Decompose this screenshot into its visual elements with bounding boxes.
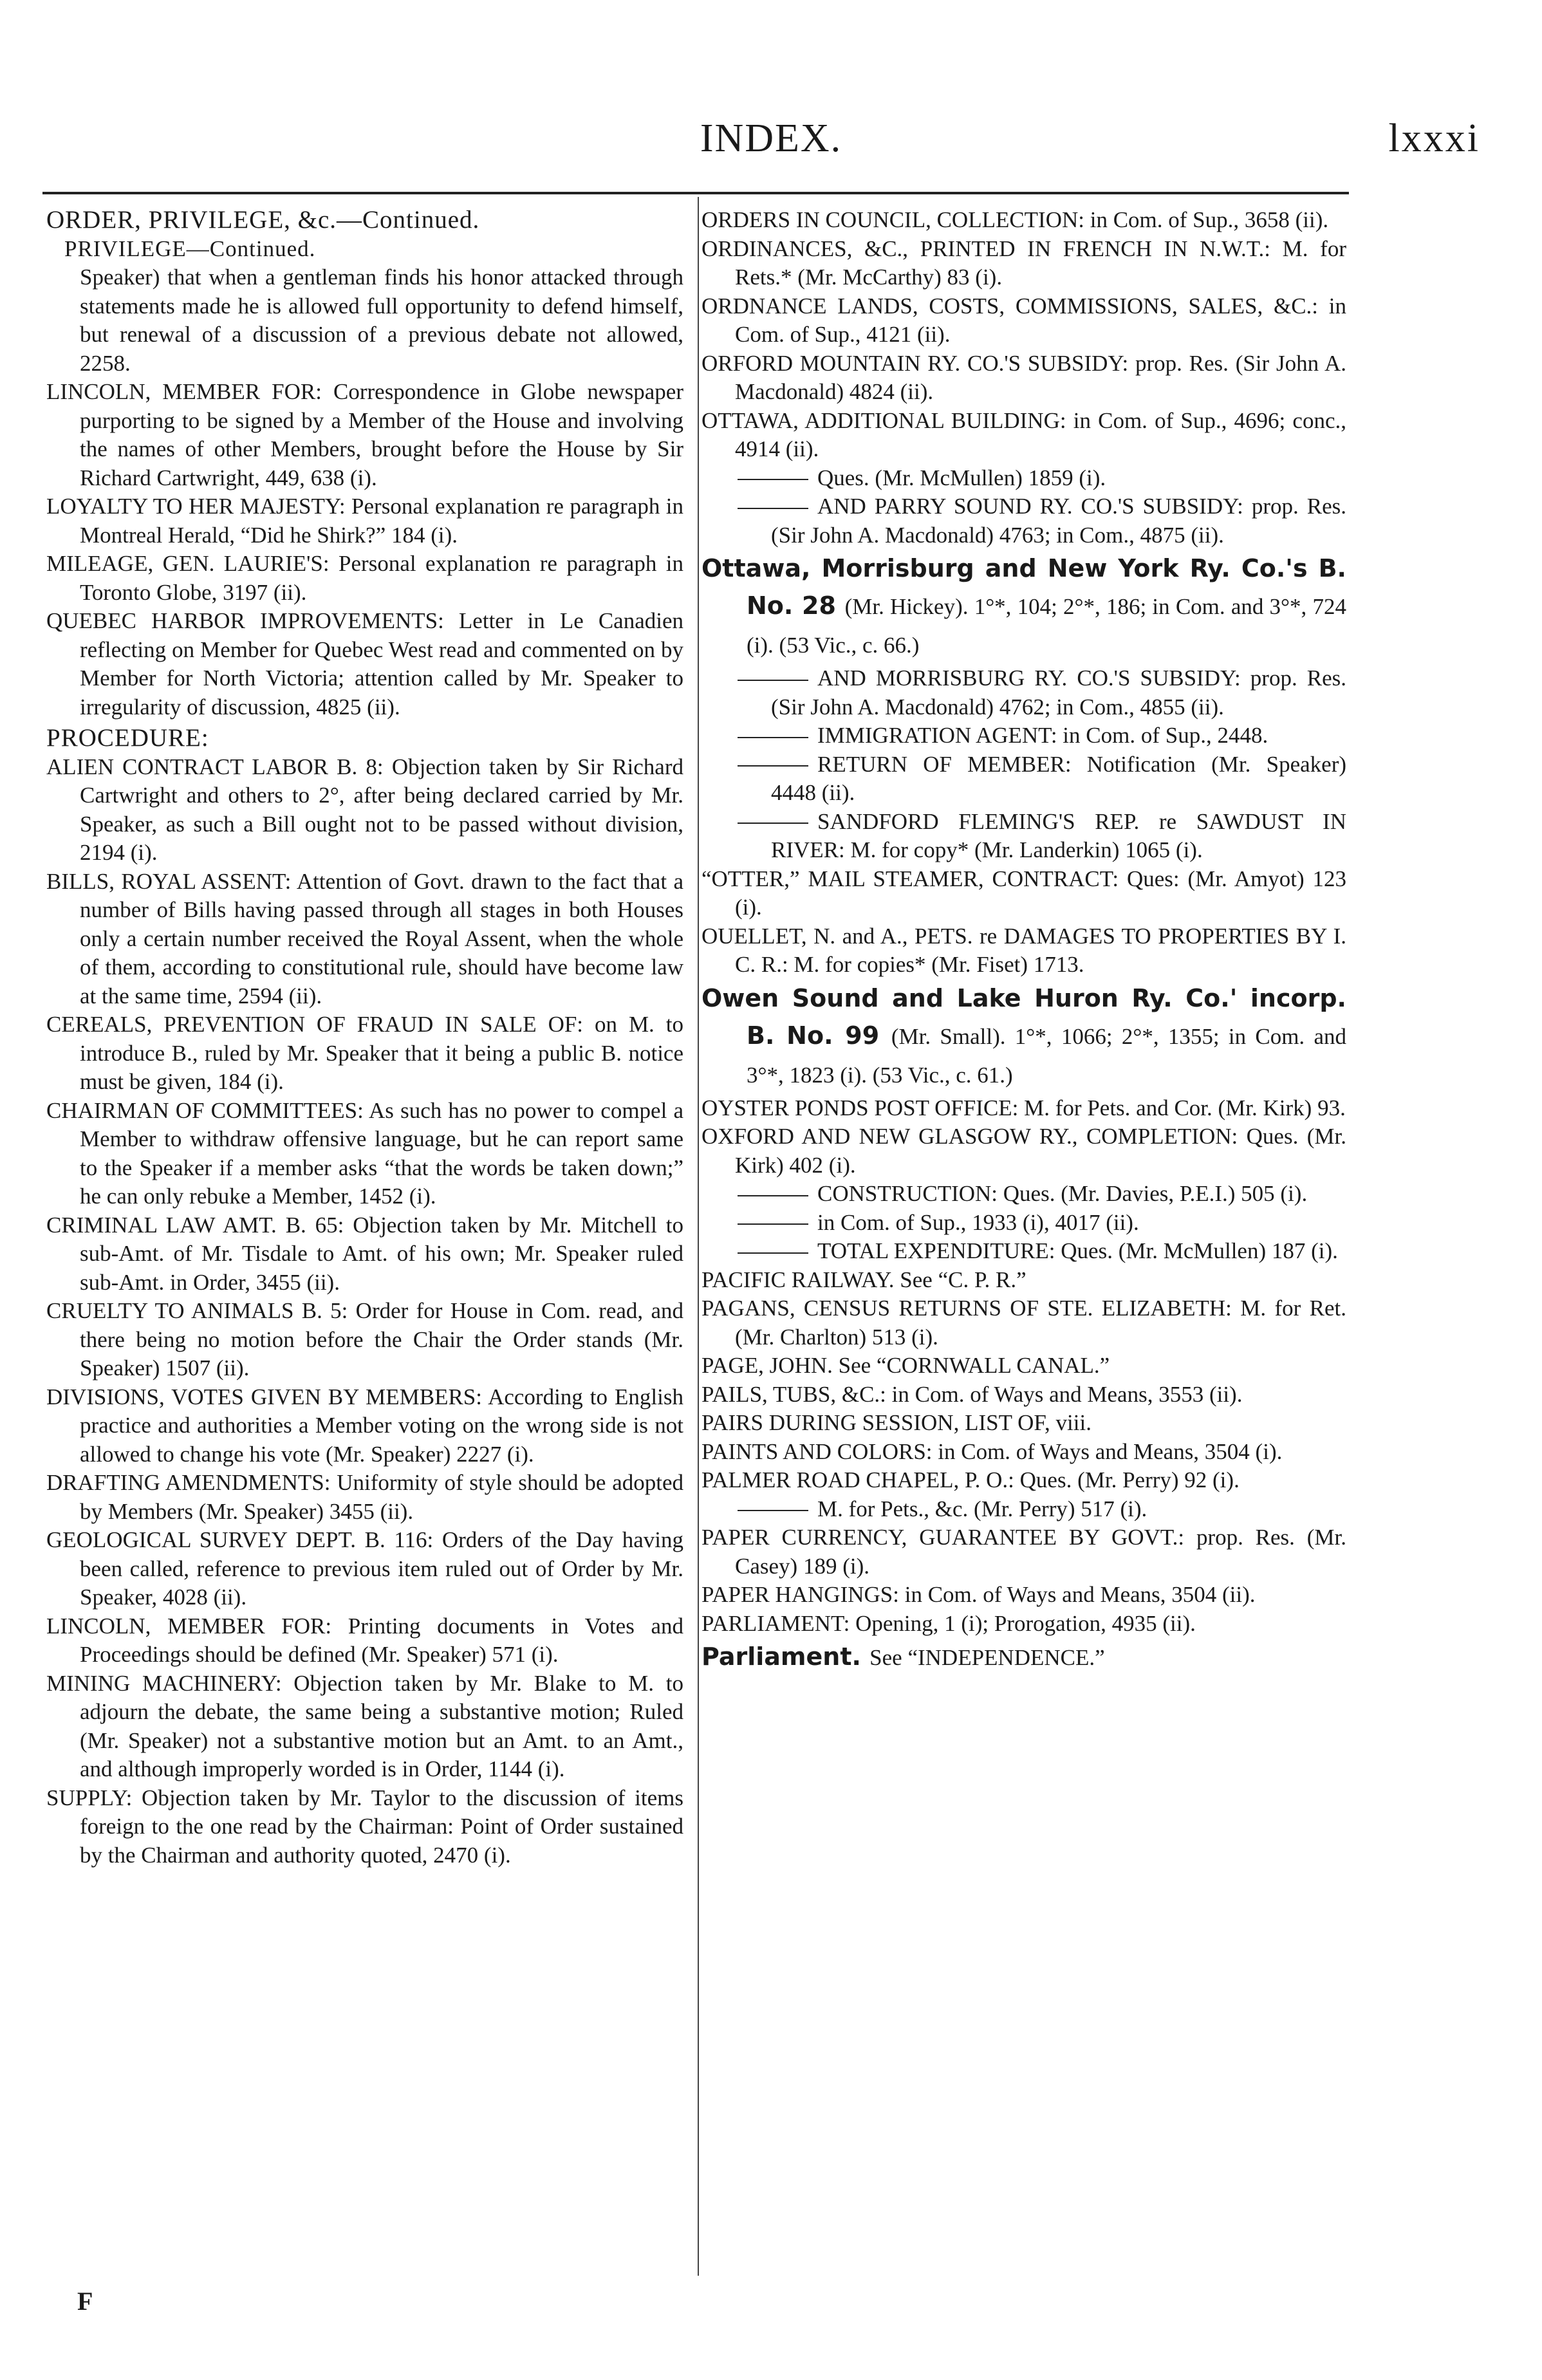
index-entry: PAGANS, CENSUS RETURNS OF STE. ELIZABETH: M. for Ret. (Mr. Charlton) 513 (i). (701, 1296, 1346, 1350)
index-entry: CEREALS, PREVENTION OF FRAUD IN SALE OF: on M. to introduce B., ruled by Mr. Speaker that it being a public B. notice must be given, 184 (i). (46, 1012, 683, 1094)
signature-mark: F (77, 2287, 93, 2316)
index-entry-bold (701, 980, 1346, 1094)
left-column (46, 206, 683, 1870)
bill-details: (Mr. Small). 1°*, 1066; 2°*, 1355; in Com. and 3°*, 1823 (i). (53 Vic., c. 61.) (747, 1023, 1346, 1088)
index-entry: PAPER HANGINGS: in Com. of Ways and Means, 3504 (ii). (701, 1582, 1256, 1607)
bill-details: See “INDEPENDENCE.” (869, 1645, 1105, 1670)
index-entry: OTTAWA, ADDITIONAL BUILDING: in Com. of Sup., 4696; conc., 4914 (ii). (701, 407, 1346, 461)
index-entry: Speaker) that when a gentleman finds his honor attacked through statements made he is allowed full opportunity to defend himself, but renewal of a discussion of a previous debate not allowed, 2258. (80, 265, 683, 376)
index-entry: ORFORD MOUNTAIN RY. CO.'S SUBSIDY: prop. Res. (Sir John A. Macdonald) 4824 (ii). (701, 350, 1346, 404)
right-entry-list (701, 206, 1346, 1677)
index-entry: ALIEN CONTRACT LABOR B. 8: Objection taken by Sir Richard Cartwright and others to 2°, after being declared carried by Mr. Speaker, as such a Bill ought not to be passed without division, 2194 (i). (46, 754, 683, 865)
index-entry: PARLIAMENT: Opening, 1 (i); Prorogation, 4935 (ii). (701, 1610, 1196, 1636)
index-subentry: AND PARRY SOUND RY. CO.'S SUBSIDY: prop. Res. (Sir John A. Macdonald) 4763; in Com., 4875 (ii). (701, 492, 1346, 550)
index-entry: LINCOLN, MEMBER FOR: Printing documents in Votes and Proceedings should be defined (Mr. Speaker) 571 (i). (46, 1613, 683, 1667)
index-entry: PALMER ROAD CHAPEL, P. O.: Ques. (Mr. Perry) 92 (i). (701, 1467, 1240, 1492)
index-subentry: RETURN OF MEMBER: Notification (Mr. Speaker) 4448 (ii). (701, 750, 1346, 808)
index-subentry: M. for Pets., &c. (Mr. Perry) 517 (i). (701, 1495, 1346, 1524)
index-entry: ORDERS IN COUNCIL, COLLECTION: in Com. of Sup., 3658 (ii). (701, 207, 1329, 232)
privilege-entry-list (46, 263, 683, 721)
privilege-heading: PRIVILEGE—Continued. (64, 236, 316, 261)
index-entry: MINING MACHINERY: Objection taken by Mr. Blake to M. to adjourn the debate, the same being a substantive motion; Ruled (Mr. Speaker) not a substantive motion but an Amt. to an Amt., and although improperly worded is in Order, 1144 (i). (46, 1670, 683, 1781)
column-divider (698, 197, 699, 2276)
page-header (0, 97, 1542, 174)
bill-title: Owen Sound and Lake Huron Ry. Co.' incorp. B. No. 99 (701, 983, 1346, 1050)
index-entry: PAINTS AND COLORS: in Com. of Ways and Means, 3504 (i). (701, 1438, 1283, 1464)
index-entry: ORDINANCES, &C., PRINTED IN FRENCH IN N.W.T.: M. for Rets.* (Mr. McCarthy) 83 (i). (701, 236, 1346, 290)
right-column (701, 206, 1346, 1677)
index-subentry: AND MORRISBURG RY. CO.'S SUBSIDY: prop. Res. (Sir John A. Macdonald) 4762; in Com., 4855 (ii). (701, 664, 1346, 721)
index-subentry: Ques. (Mr. McMullen) 1859 (i). (701, 464, 1346, 493)
procedure-entry-list (46, 753, 683, 1870)
index-subentry: in Com. of Sup., 1933 (i), 4017 (ii). (701, 1209, 1346, 1238)
page-title: INDEX. (700, 116, 842, 160)
bill-title: Ottawa, Morrisburg and New York Ry. Co.'s B. No. 28 (701, 554, 1346, 620)
index-entry: OYSTER PONDS POST OFFICE: M. for Pets. and Cor. (Mr. Kirk) 93. (701, 1095, 1346, 1120)
index-entry: PACIFIC RAILWAY. See “C. P. R.” (701, 1267, 1026, 1292)
index-entry: PAIRS DURING SESSION, LIST OF, viii. (701, 1410, 1091, 1435)
index-entry-bold (701, 550, 1346, 664)
index-entry: “OTTER,” MAIL STEAMER, CONTRACT: Ques: (Mr. Amyot) 123 (i). (701, 866, 1346, 920)
index-entry: PAGE, JOHN. See “CORNWALL CANAL.” (701, 1353, 1110, 1378)
index-entry: DRAFTING AMENDMENTS: Uniformity of style should be adopted by Members (Mr. Speaker) 3455 (ii). (46, 1470, 683, 1524)
index-subentry: SANDFORD FLEMING'S REP. re SAWDUST IN RIVER: M. for copy* (Mr. Landerkin) 1065 (i). (701, 808, 1346, 865)
bill-details: (Mr. Hickey). 1°*, 104; 2°*, 186; in Com. and 3°*, 724 (i). (53 Vic., c. 66.) (747, 594, 1346, 658)
index-entry: CRIMINAL LAW AMT. B. 65: Objection taken by Mr. Mitchell to sub-Amt. of Mr. Tisdale to Amt. of his own; Mr. Speaker ruled sub-Amt. in Order, 3455 (ii). (46, 1212, 683, 1295)
index-entry: QUEBEC HARBOR IMPROVEMENTS: Letter in Le Canadien reflecting on Member for Quebec West read and commented on by Member for North Victoria; attention called by Mr. Speaker to irregularity of discussion, 4825 (ii). (46, 608, 683, 720)
index-subentry: CONSTRUCTION: Ques. (Mr. Davies, P.E.I.) 505 (i). (701, 1180, 1346, 1209)
index-entry: OUELLET, N. and A., PETS. re DAMAGES TO PROPERTIES BY I. C. R.: M. for copies* (Mr. Fiset) 1713. (701, 923, 1346, 977)
section-heading: ORDER, PRIVILEGE, &c.—Continued. (46, 206, 480, 234)
index-entry: PAILS, TUBS, &C.: in Com. of Ways and Means, 3553 (ii). (701, 1381, 1243, 1407)
index-entry: CHAIRMAN OF COMMITTEES: As such has no power to compel a Member to withdraw offensive language, but he can report same to the Speaker if a member asks “that the words be taken down;” he can only rebuke a Member, 1452 (i). (46, 1097, 683, 1209)
index-entry: LOYALTY TO HER MAJESTY: Personal explanation re paragraph in Montreal Herald, “Did he Shirk?” 184 (i). (46, 494, 683, 548)
index-entry: SUPPLY: Objection taken by Mr. Taylor to the discussion of items foreign to the one read by the Chairman: Point of Order sustained by the Chairman and authority quoted, 2470 (i). (46, 1785, 683, 1868)
index-subentry: IMMIGRATION AGENT: in Com. of Sup., 2448. (701, 721, 1346, 750)
index-subentry: TOTAL EXPENDITURE: Ques. (Mr. McMullen) 187 (i). (701, 1237, 1346, 1266)
page-number: lxxxi (1388, 116, 1480, 160)
index-entry: OXFORD AND NEW GLASGOW RY., COMPLETION: Ques. (Mr. Kirk) 402 (i). (701, 1124, 1346, 1178)
index-entry-bold (701, 1638, 1346, 1677)
index-entry: GEOLOGICAL SURVEY DEPT. B. 116: Orders of the Day having been called, reference to previous item ruled out of Order by Mr. Speaker, 4028 (ii). (46, 1527, 683, 1610)
index-entry: CRUELTY TO ANIMALS B. 5: Order for House in Com. read, and there being no motion before the Chair the Order stands (Mr. Speaker) 1507 (ii). (46, 1298, 683, 1381)
index-entry: LINCOLN, MEMBER FOR: Correspondence in Globe newspaper purporting to be signed by a Member of the House and involving the names of other Members, brought before the House by Sir Richard Cartwright, 449, 638 (i). (46, 379, 683, 490)
header-rule (42, 192, 1349, 194)
index-entry: ORDNANCE LANDS, COSTS, COMMISSIONS, SALES, &C.: in Com. of Sup., 4121 (ii). (701, 293, 1346, 347)
index-entry: BILLS, ROYAL ASSENT: Attention of Govt. drawn to the fact that a number of Bills having passed through all stages in both Houses only a certain number received the Royal Assent, when the whole of them, according to constitutional rule, should have become law at the same time, 2594 (ii). (46, 868, 683, 1009)
index-entry: DIVISIONS, VOTES GIVEN BY MEMBERS: According to English practice and authorities a Member voting on the wrong side is not allowed to change his vote (Mr. Speaker) 2227 (i). (46, 1384, 683, 1467)
procedure-heading: PROCEDURE: (46, 724, 209, 752)
index-entry: MILEAGE, GEN. LAURIE'S: Personal explanation re paragraph in Toronto Globe, 3197 (ii). (46, 551, 683, 605)
bill-title: Parliament. (701, 1642, 870, 1671)
index-entry: PAPER CURRENCY, GUARANTEE BY GOVT.: prop. Res. (Mr. Casey) 189 (i). (701, 1525, 1346, 1579)
